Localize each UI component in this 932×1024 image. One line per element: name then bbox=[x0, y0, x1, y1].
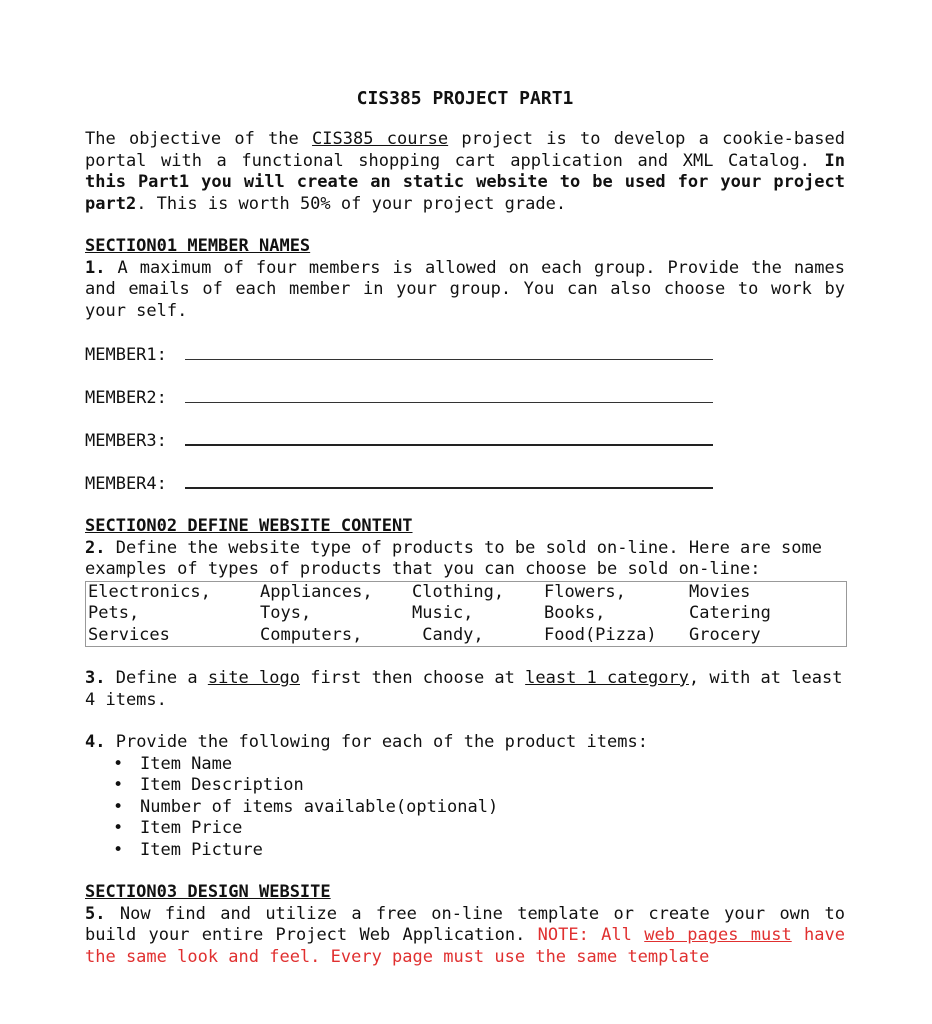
table-cell: Appliances, bbox=[260, 581, 373, 602]
bullet-icon: • bbox=[113, 818, 124, 838]
question-text: Define a bbox=[105, 668, 208, 688]
question-text: first then choose at bbox=[299, 668, 526, 688]
member-row bbox=[85, 408, 845, 451]
question-number: 1. bbox=[85, 257, 106, 278]
question-text: Now find and utilize a free on-line template or create your own to build your entire Project Web Application. bbox=[85, 903, 845, 945]
member-row bbox=[85, 365, 845, 408]
table-cell: Movies bbox=[689, 581, 751, 602]
list-item-text: Item Name bbox=[140, 753, 233, 774]
table-cell: Grocery bbox=[689, 624, 761, 645]
member-blank-line[interactable] bbox=[185, 402, 713, 403]
question-text: Define the website type of products to be sold on-line. Here are some examples of types of products that you can choose be sold on-line: bbox=[85, 537, 822, 579]
table-cell: Electronics, bbox=[88, 581, 211, 602]
member-label: MEMBER2: bbox=[85, 388, 167, 408]
member-blank-line[interactable] bbox=[185, 444, 713, 446]
category-link[interactable]: least 1 category bbox=[525, 668, 689, 688]
list-item-text: Item Description bbox=[140, 775, 304, 795]
table-cell: Pets, bbox=[88, 603, 140, 623]
question-5 bbox=[85, 904, 845, 969]
question-3 bbox=[85, 668, 845, 711]
list-item-text: Number of items available(optional) bbox=[140, 796, 499, 817]
section2-heading: SECTION02 DEFINE WEBSITE CONTENT bbox=[85, 516, 413, 536]
member-label: MEMBER3: bbox=[85, 431, 167, 451]
intro-text: The objective of the bbox=[85, 129, 313, 149]
question-number: 5. bbox=[85, 903, 106, 924]
list-item bbox=[113, 775, 845, 797]
table-row bbox=[86, 625, 847, 647]
member-row bbox=[85, 451, 845, 494]
question-2 bbox=[85, 538, 845, 581]
web-pages-link[interactable]: web pages must bbox=[644, 925, 792, 945]
product-types-table bbox=[85, 581, 847, 648]
product-item-fields-list bbox=[85, 754, 845, 862]
bullet-icon: • bbox=[113, 753, 124, 774]
course-link[interactable]: CIS385 course bbox=[312, 129, 449, 149]
section1-heading: SECTION01 MEMBER NAMES bbox=[85, 236, 311, 256]
table-cell: Candy, bbox=[412, 624, 484, 645]
question-text: Provide the following for each of the product items: bbox=[105, 732, 648, 752]
table-cell: Flowers, bbox=[544, 581, 626, 602]
page-title: CIS385 PROJECT PART1 bbox=[356, 88, 574, 109]
table-cell: Toys, bbox=[260, 603, 312, 623]
member-label: MEMBER4: bbox=[85, 474, 167, 494]
bullet-icon: • bbox=[113, 796, 124, 817]
table-cell: Catering bbox=[689, 603, 771, 623]
table-cell: Food(Pizza) bbox=[544, 624, 657, 645]
member-list bbox=[85, 322, 845, 494]
list-item bbox=[113, 839, 845, 862]
intro-paragraph bbox=[85, 129, 845, 215]
list-item bbox=[113, 796, 845, 819]
question-text: , with at least 4 items. bbox=[85, 668, 843, 710]
table-row bbox=[86, 581, 847, 603]
site-logo-link[interactable]: site logo bbox=[207, 668, 300, 688]
document-page bbox=[85, 88, 845, 968]
question-text: A maximum of four members is allowed on each group. Provide the names and emails of each member in your group. You can also choose to work by your self. bbox=[85, 257, 845, 321]
question-number: 3. bbox=[85, 668, 106, 688]
intro-bold-text: In this Part1 you will create an static website to be used for your project part2 bbox=[85, 150, 845, 214]
list-item bbox=[113, 753, 845, 776]
note-text: NOTE: All bbox=[537, 925, 645, 945]
table-cell: Books, bbox=[544, 603, 606, 623]
member-row bbox=[85, 322, 845, 365]
table-cell: Clothing, bbox=[412, 581, 505, 602]
member-blank-line[interactable] bbox=[185, 487, 713, 489]
bullet-icon: • bbox=[113, 839, 124, 860]
question-4 bbox=[85, 732, 845, 754]
question-number: 2. bbox=[85, 537, 106, 558]
intro-text: project is to develop a cookie-based portal with a functional shopping cart application and XML Catalog. bbox=[85, 129, 845, 171]
table-cell: Services bbox=[88, 624, 170, 645]
note-text: have the same look and feel. Every page must use the same template bbox=[85, 925, 845, 967]
member-blank-line[interactable] bbox=[185, 359, 713, 360]
section3-heading: SECTION03 DESIGN WEBSITE bbox=[85, 882, 331, 902]
list-item-text: Item Price bbox=[140, 818, 243, 838]
member-label: MEMBER1: bbox=[85, 345, 167, 365]
list-item-text: Item Picture bbox=[140, 839, 263, 860]
table-cell: Music, bbox=[412, 603, 474, 623]
list-item bbox=[113, 818, 845, 840]
question-1 bbox=[85, 258, 845, 323]
question-number: 4. bbox=[85, 732, 106, 752]
table-row bbox=[86, 603, 847, 625]
table-cell: Computers, bbox=[260, 624, 363, 645]
intro-text: . This is worth 50% of your project grade. bbox=[136, 193, 567, 214]
bullet-icon: • bbox=[113, 775, 124, 795]
